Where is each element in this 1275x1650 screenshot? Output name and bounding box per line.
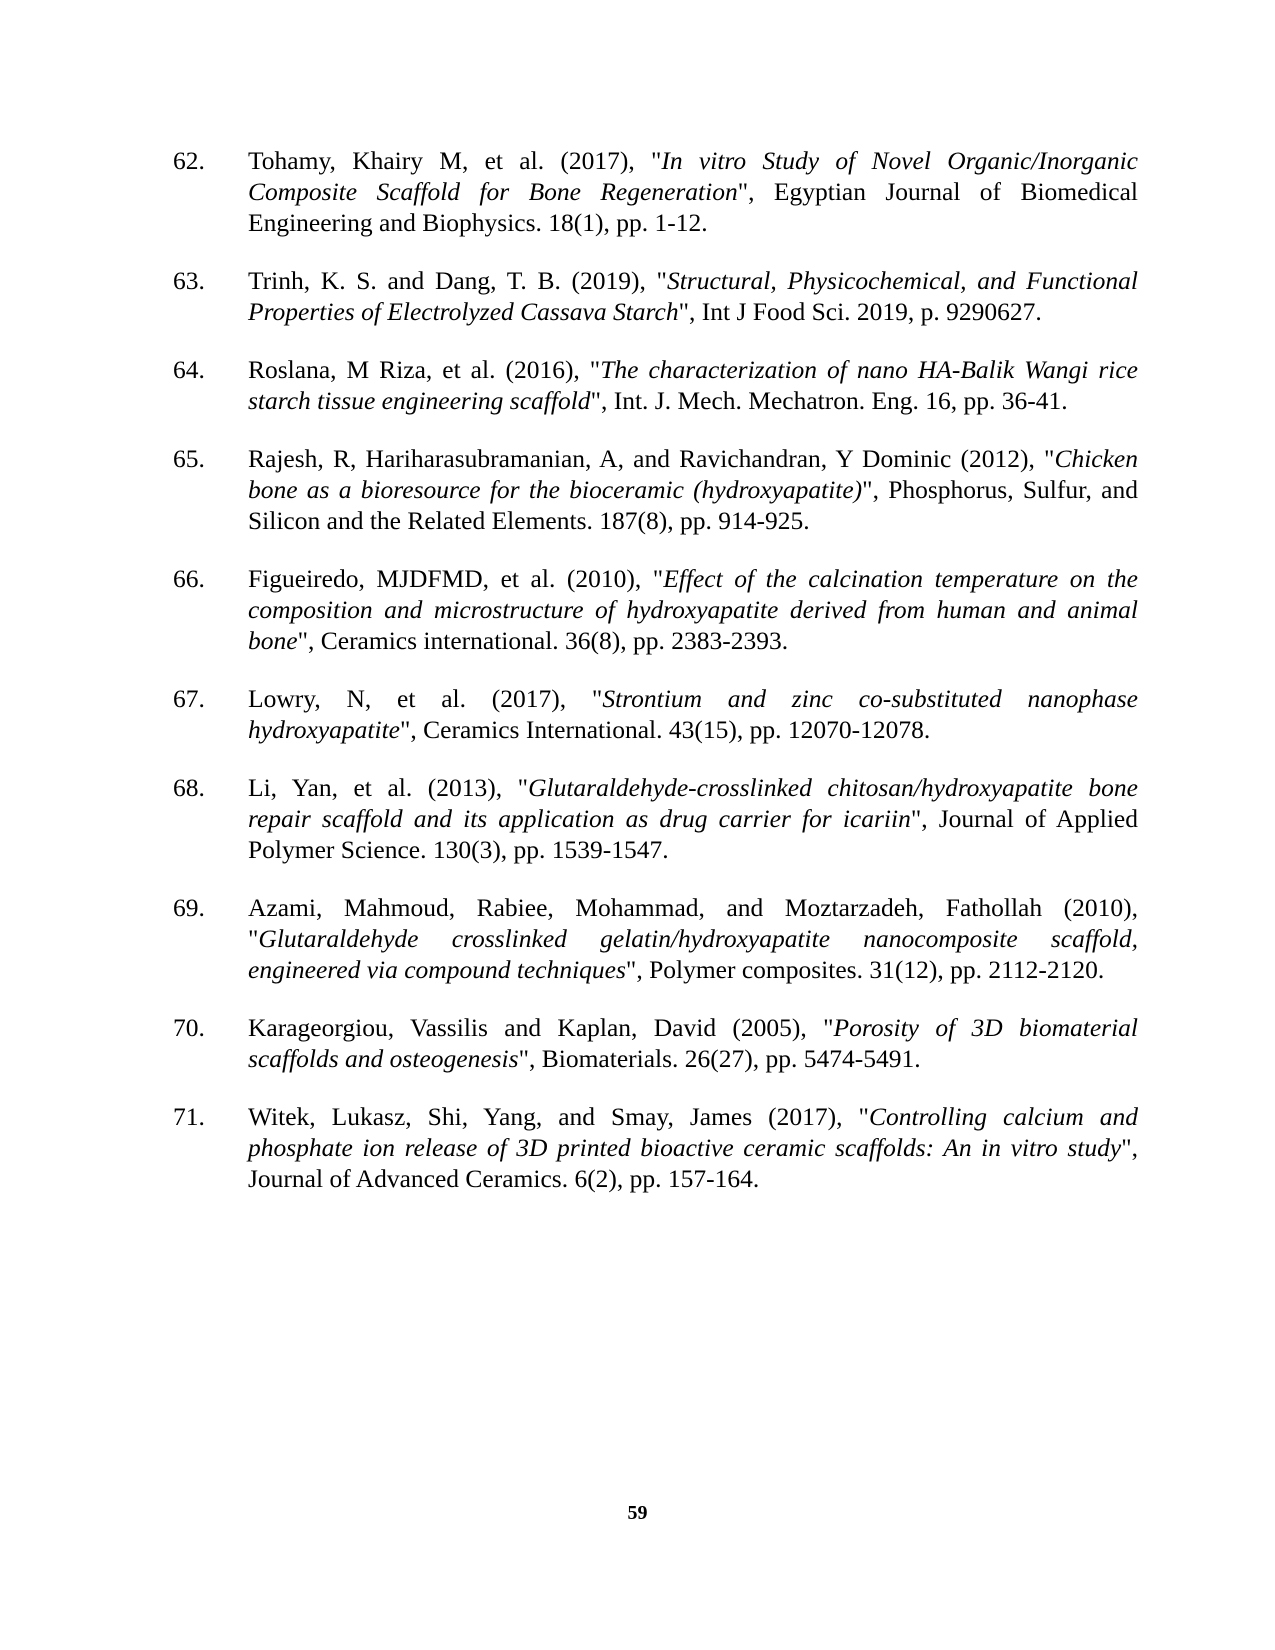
reference-source: ", Egyptian Journal of Biomedical Engineering and Biophysics. 18(1), pp. 1-12. bbox=[248, 177, 1138, 237]
reference-item bbox=[173, 265, 1138, 327]
reference-number: 63. bbox=[173, 266, 205, 295]
reference-item bbox=[173, 443, 1138, 536]
reference-title: Porosity of 3D biomaterial scaffolds and osteogenesis bbox=[248, 1013, 1138, 1073]
reference-list bbox=[173, 145, 1138, 1221]
reference-item bbox=[173, 683, 1138, 745]
reference-authors: Li, Yan, et al. (2013), " bbox=[248, 773, 529, 802]
reference-title: Effect of the calcination temperature on the composition and microstructure of hydroxyapatite derived from human and animal bone bbox=[248, 564, 1138, 655]
reference-source: ", Journal of Applied Polymer Science. 130(3), pp. 1539-1547. bbox=[248, 804, 1138, 864]
reference-source: ", Int. J. Mech. Mechatron. Eng. 16, pp. 36-41. bbox=[590, 386, 1068, 415]
reference-authors: Roslana, M Riza, et al. (2016), " bbox=[248, 355, 601, 384]
reference-source: ", Int J Food Sci. 2019, p. 9290627. bbox=[678, 297, 1042, 326]
reference-text bbox=[248, 1101, 1138, 1194]
reference-source: ", Journal of Advanced Ceramics. 6(2), pp. 157-164. bbox=[248, 1133, 1138, 1193]
reference-item bbox=[173, 772, 1138, 865]
reference-title: Glutaraldehyde-crosslinked chitosan/hydroxyapatite bone repair scaffold and its application as drug carrier for icariin bbox=[248, 773, 1138, 833]
reference-item bbox=[173, 145, 1138, 238]
reference-number: 69. bbox=[173, 893, 205, 922]
reference-item bbox=[173, 354, 1138, 416]
reference-number: 67. bbox=[173, 684, 205, 713]
reference-text bbox=[248, 892, 1138, 985]
reference-text bbox=[248, 683, 1138, 745]
reference-item bbox=[173, 563, 1138, 656]
reference-text bbox=[248, 265, 1138, 327]
reference-item bbox=[173, 1101, 1138, 1194]
reference-title: Structural, Physicochemical, and Functional Properties of Electrolyzed Cassava Starch bbox=[248, 266, 1139, 326]
reference-item bbox=[173, 1012, 1138, 1074]
reference-source: ", Ceramics International. 43(15), pp. 12070-12078. bbox=[400, 715, 931, 744]
reference-authors: Azami, Mahmoud, Rabiee, Mohammad, and Moztarzadeh, Fathollah (2010), " bbox=[248, 893, 1138, 953]
reference-source: ", Biomaterials. 26(27), pp. 5474-5491. bbox=[518, 1044, 921, 1073]
reference-source: ", Phosphorus, Sulfur, and Silicon and the Related Elements. 187(8), pp. 914-925. bbox=[248, 475, 1138, 535]
reference-source: ", Ceramics international. 36(8), pp. 2383-2393. bbox=[297, 626, 789, 655]
reference-number: 70. bbox=[173, 1013, 205, 1042]
reference-source: ", Polymer composites. 31(12), pp. 2112-2120. bbox=[625, 955, 1105, 984]
reference-authors: Trinh, K. S. and Dang, T. B. (2019), " bbox=[248, 266, 667, 295]
reference-text bbox=[248, 563, 1138, 656]
reference-text bbox=[248, 145, 1138, 238]
reference-title: The characterization of nano HA-Balik Wangi rice starch tissue engineering scaffold bbox=[248, 355, 1138, 415]
reference-text bbox=[248, 443, 1138, 536]
reference-number: 62. bbox=[173, 146, 205, 175]
reference-number: 65. bbox=[173, 444, 205, 473]
reference-title: Controlling calcium and phosphate ion release of 3D printed bioactive ceramic scaffolds: An in vitro study bbox=[248, 1102, 1138, 1162]
reference-number: 71. bbox=[173, 1102, 205, 1131]
page-number: 59 bbox=[627, 1502, 648, 1524]
reference-title: Strontium and zinc co-substituted nanophase hydroxyapatite bbox=[248, 684, 1138, 744]
reference-text bbox=[248, 354, 1138, 416]
reference-authors: Tohamy, Khairy M, et al. (2017), " bbox=[248, 146, 662, 175]
reference-title: In vitro Study of Novel Organic/Inorganic Composite Scaffold for Bone Regeneration bbox=[248, 146, 1138, 206]
reference-text bbox=[248, 772, 1138, 865]
reference-authors: Lowry, N, et al. (2017), " bbox=[248, 684, 603, 713]
reference-authors: Rajesh, R, Hariharasubramanian, A, and Ravichandran, Y Dominic (2012), " bbox=[248, 444, 1055, 473]
reference-authors: Witek, Lukasz, Shi, Yang, and Smay, James (2017), " bbox=[248, 1102, 869, 1131]
reference-title: Chicken bone as a bioresource for the bioceramic (hydroxyapatite) bbox=[248, 444, 1138, 504]
reference-number: 68. bbox=[173, 773, 205, 802]
reference-authors: Karageorgiou, Vassilis and Kaplan, David (2005), " bbox=[248, 1013, 834, 1042]
reference-item bbox=[173, 892, 1138, 985]
reference-number: 66. bbox=[173, 564, 205, 593]
reference-authors: Figueiredo, MJDFMD, et al. (2010), " bbox=[248, 564, 664, 593]
reference-text bbox=[248, 1012, 1138, 1074]
reference-title: Glutaraldehyde crosslinked gelatin/hydroxyapatite nanocomposite scaffold, engineered via compound techniques bbox=[248, 924, 1138, 984]
reference-number: 64. bbox=[173, 355, 205, 384]
